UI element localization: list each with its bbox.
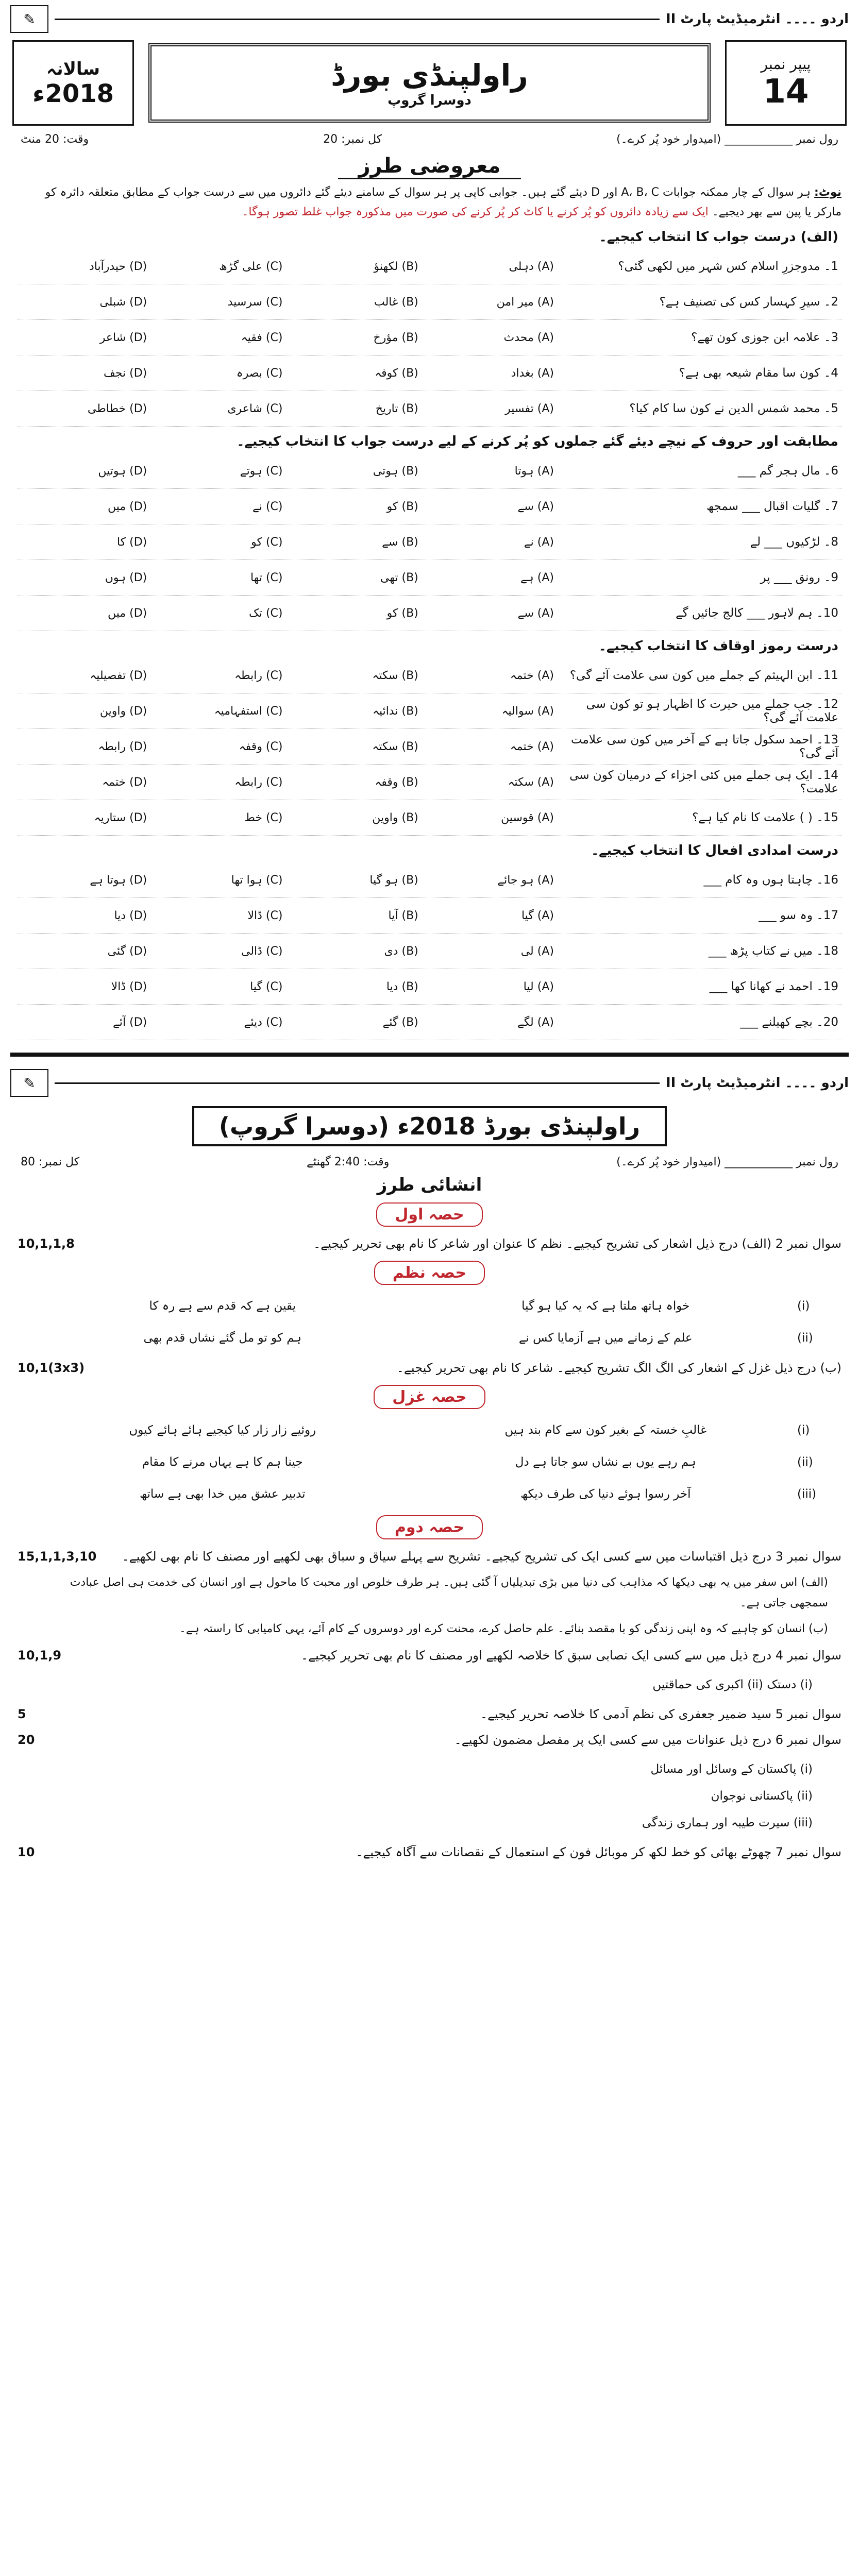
mcq-question-row bbox=[18, 284, 841, 320]
mcq-options bbox=[18, 260, 560, 273]
mcq-question-body: احمد نے کھانا کھا ___ bbox=[709, 980, 813, 993]
note-text: ہر سوال کے چار ممکنہ جوابات A، B، C اور D دیئے گئے ہیں۔ جوابی کاپی پر ہر سوال کے سامنے دیئے گئے دائروں میں سے درست جواب کے مطابق متعلقہ دائرہ کو مارکر یا پین سے بھر دیجیے۔ bbox=[45, 186, 841, 218]
mcq-option[interactable]: (D) شاعر bbox=[99, 331, 147, 344]
mcq-question-number: 6 bbox=[831, 464, 838, 478]
mcq-option[interactable]: (D) رابطہ bbox=[98, 740, 147, 753]
mcq-option[interactable]: (B) تاریخ bbox=[375, 402, 418, 415]
q6-topics bbox=[46, 1756, 813, 1836]
mcq-option[interactable]: (D) حیدرآباد bbox=[89, 260, 147, 273]
mcq-option[interactable]: (D) ہوں bbox=[105, 571, 147, 584]
mcq-question-number: 8 bbox=[831, 535, 838, 549]
mcq-question-text: 6۔ مال ہجر گم ___ bbox=[737, 464, 838, 478]
mcq-question-number: 19 bbox=[823, 980, 838, 993]
mcq-option[interactable]: (C) نے bbox=[252, 500, 283, 513]
mcq-option[interactable]: (D) شبلی bbox=[99, 295, 147, 309]
mcq-option[interactable]: (A) بغداد bbox=[511, 366, 554, 380]
header-rule bbox=[55, 19, 660, 20]
mcq-options bbox=[18, 669, 560, 682]
mcq-options bbox=[18, 402, 560, 415]
mcq-option[interactable]: (A) میر امن bbox=[496, 295, 554, 309]
mcq-option[interactable]: (B) آیا bbox=[388, 909, 418, 922]
mcq-option[interactable]: (B) ہوتی bbox=[373, 464, 418, 478]
nazm-couplet-c1: خواہ ہاتھ ملتا ہے کہ یہ کیا ہو گیا bbox=[521, 1299, 690, 1313]
mcq-option[interactable]: (A) ہوتا bbox=[514, 464, 554, 478]
mcq-option[interactable]: (B) کوفہ bbox=[375, 366, 418, 380]
board-title: راولپنڈی بورڈ bbox=[331, 58, 528, 93]
mcq-option[interactable]: (B) ہو گیا bbox=[369, 873, 418, 887]
ghazal-couplet bbox=[31, 1448, 828, 1476]
mcq-question-text: 17۔ وہ سو ___ bbox=[759, 909, 838, 922]
question-2a: سوال نمبر 2 (الف) درج ذیل اشعار کی تشریح کیجیے۔ نظم کا عنوان اور شاعر کا نام بھی تحریر کیجیے۔ 10,1,1,8 bbox=[18, 1236, 841, 1251]
nazm-couplet-no: (i) bbox=[797, 1299, 810, 1313]
mcq-option[interactable]: (D) تفصیلیہ bbox=[90, 669, 147, 682]
question-2b: (ب) درج ذیل غزل کے اشعار کی الگ الگ تشریح کیجیے۔ شاعر کا نام بھی تحریر کیجیے۔ 10,1(3x3) bbox=[18, 1361, 841, 1375]
year-value: 2018ء bbox=[32, 79, 114, 108]
mcq-question-row bbox=[18, 658, 841, 693]
mcq-question-text: 11۔ ابن الہیثم کے جملے میں کون سی علامت آئے گی؟ bbox=[569, 669, 838, 682]
mcq-option[interactable]: (D) نجف bbox=[104, 366, 147, 380]
question-7: سوال نمبر 7 چھوٹے بھائی کو خط لکھ کر موبائل فون کے استعمال کے نقصانات سے آگاہ کیجیے۔ 10 bbox=[18, 1845, 841, 1859]
mcq-question-row bbox=[18, 596, 841, 631]
mcq-question-text: 18۔ میں نے کتاب پڑھ ___ bbox=[708, 944, 838, 958]
time-allowed: وقت: 20 منٹ bbox=[21, 133, 89, 146]
mcq-option[interactable]: (A) ختمہ bbox=[510, 669, 554, 682]
mcq-option[interactable]: (A) قوسین bbox=[501, 811, 554, 824]
book-icon: ✎ bbox=[10, 1069, 48, 1097]
section-divider bbox=[10, 1053, 849, 1057]
mcq-question-body: سیرِ کہسار کس کی تصنیف ہے؟ bbox=[659, 295, 820, 309]
question-4: سوال نمبر 4 درج ذیل میں سے کسی ایک نصابی سبق کا خلاصہ لکھیے اور مصنف کا نام بھی تحریر کیجیے۔ 10,1,9 bbox=[18, 1648, 841, 1663]
mcq-question-text: 8۔ لڑکیوں ___ لے bbox=[750, 535, 838, 549]
ghazal-couplet-no: (ii) bbox=[797, 1455, 813, 1469]
mcq-question-number: 2 bbox=[831, 295, 838, 309]
mcq-option[interactable]: (A) سے bbox=[517, 500, 554, 513]
board-title-box bbox=[148, 43, 711, 123]
mcq-question-text: 15۔ ( ) علامت کا نام کیا ہے؟ bbox=[692, 811, 838, 824]
part1-meta bbox=[21, 133, 838, 146]
mcq-options bbox=[18, 776, 560, 789]
part1-header-strip bbox=[10, 5, 849, 33]
nazm-couplets bbox=[0, 1292, 859, 1352]
section-two-tag: حصہ دوم bbox=[0, 1515, 859, 1539]
mcq-question-body: احمد سکول جاتا ہے کے آخر میں کون سی علامت آئے گی؟ bbox=[570, 733, 838, 760]
mcq-option[interactable]: (A) لیا bbox=[523, 980, 554, 993]
mcq-question-row bbox=[18, 1005, 841, 1040]
mcq-question-body: بچے کھیلنے ___ bbox=[740, 1015, 813, 1029]
mcq-question-text: 12۔ جب جملے میں حیرت کا اظہار ہو تو کون سی علامت آئے گی؟ bbox=[586, 698, 838, 724]
mcq-option[interactable]: (B) کو bbox=[386, 500, 418, 513]
nazm-couplet-c2: یقین ہے کہ قدم سے ہے رہ کا bbox=[149, 1299, 296, 1313]
mcq-option[interactable]: (C) گیا bbox=[250, 980, 283, 993]
mcq-question-number: 10 bbox=[823, 606, 838, 620]
mcq-question-number: 16 bbox=[823, 873, 838, 887]
mcq-section-heading: (الف) درست جواب کا انتخاب کیجیے۔ bbox=[599, 229, 838, 245]
mcq-question-number: 18 bbox=[823, 944, 838, 958]
mcq-question-row bbox=[18, 693, 841, 729]
part2-title: راولپنڈی بورڈ 2018ء (دوسرا گروپ) bbox=[0, 1106, 859, 1146]
board-group: دوسرا گروپ bbox=[388, 93, 471, 108]
mcq-option[interactable]: (C) رابطہ bbox=[234, 669, 283, 682]
mcq-option[interactable]: (A) گیا bbox=[521, 909, 554, 922]
mcq-option[interactable]: (C) ڈالا bbox=[247, 909, 283, 922]
mcq-question-row bbox=[18, 524, 841, 560]
mcq-question-row bbox=[18, 560, 841, 596]
mcq-question-text: 3۔ علامہ ابن جوزی کون تھے؟ bbox=[691, 331, 838, 344]
note-warning: ایک سے زیادہ دائروں کو پُر کرنے یا کاٹ کر پُر کرنے کی صورت میں مذکورہ جواب غلط تصور ہوگا۔ bbox=[242, 206, 709, 218]
mcq-option[interactable]: (C) علی گڑھ bbox=[219, 260, 283, 273]
mcq-options bbox=[18, 874, 560, 887]
mcq-option[interactable]: (D) واوین bbox=[99, 704, 147, 718]
mcq-section-heading: درست امدادی افعال کا انتخاب کیجیے۔ bbox=[591, 843, 838, 858]
mcq-option[interactable]: (D) آئے bbox=[113, 1015, 147, 1029]
mcq-question-text: 2۔ سیرِ کہسار کس کی تصنیف ہے؟ bbox=[659, 295, 838, 309]
mcq-option[interactable]: (D) دیا bbox=[114, 909, 147, 922]
nazm-couplet bbox=[31, 1324, 828, 1352]
mcq-question-number: 14 bbox=[823, 769, 838, 782]
time-allowed: وقت: 2:40 گھنٹے bbox=[306, 1156, 390, 1168]
mcq-question-number: 17 bbox=[823, 909, 838, 922]
mcq-question-number: 12 bbox=[823, 698, 838, 711]
mcq-question-number: 4 bbox=[831, 366, 838, 380]
mcq-question-text: 9۔ رونق ___ پر bbox=[760, 571, 838, 584]
subjective-title: انشائی طرز bbox=[377, 1175, 482, 1195]
ghazal-couplet-c1: آخر رسوا ہوئے دنیا کی طرف دیکھ bbox=[520, 1487, 691, 1501]
mcq-question-row bbox=[18, 765, 841, 800]
note-lead: نوٹ: bbox=[814, 186, 841, 199]
mcq-option[interactable]: (B) سکتہ bbox=[372, 740, 418, 753]
mcq-question-body: محمد شمس الدین نے کون سا کام کیا؟ bbox=[629, 402, 820, 415]
mcq-option[interactable]: (A) تفسیر bbox=[505, 402, 554, 415]
mcq-option[interactable]: (B) ندائیہ bbox=[373, 704, 418, 718]
objective-title: معروضی طرز bbox=[0, 154, 859, 178]
year-box bbox=[12, 40, 134, 126]
ghazal-couplet bbox=[31, 1480, 828, 1508]
mcq-options bbox=[18, 1016, 560, 1029]
mcq-options bbox=[18, 500, 560, 513]
mcq-option[interactable]: (C) رابطہ bbox=[234, 775, 283, 789]
paper-number-box bbox=[725, 40, 847, 126]
mcq-option[interactable]: (B) سکتہ bbox=[372, 669, 418, 682]
question-3: سوال نمبر 3 درج ذیل اقتباسات میں سے کسی ایک کی تشریح کیجیے۔ تشریح سے پہلے سیاق و سباق بھی لکھیے اور مصنف کا نام بھی لکھیے۔ 15,1,1,3,10 bbox=[18, 1549, 841, 1564]
mcq-question-body: ہم لاہور ___ کالج جائیں گے bbox=[676, 606, 813, 620]
mcq-question-row bbox=[18, 969, 841, 1005]
mcq-option[interactable]: (A) محدث bbox=[503, 331, 554, 344]
ghazal-couplet-no: (iii) bbox=[797, 1487, 817, 1501]
mcq-option[interactable]: (C) کو bbox=[251, 535, 283, 549]
nazm-tag: حصہ نظم bbox=[0, 1261, 859, 1285]
q3-paragraph-b: (ب) انسان کو چاہیے کہ وہ اپنی زندگی کو با مقصد بنائے۔ علم حاصل کرے، محنت کرے اور دوسروں کے کام آئے، یہی کامیابی کا راستہ ہے۔ bbox=[179, 1622, 828, 1635]
mcq-question-row bbox=[18, 391, 841, 427]
mcq-options bbox=[18, 296, 560, 309]
mcq-option[interactable]: (C) دیئے bbox=[244, 1015, 283, 1029]
part2-subject-label: اردو ۔۔۔۔ انٹرمیڈیٹ پارٹ II bbox=[666, 1075, 849, 1091]
mcq-option[interactable]: (D) خطاطی bbox=[87, 402, 147, 415]
mcq-question-body: رونق ___ پر bbox=[760, 571, 820, 584]
mcq-option[interactable]: (C) خط bbox=[244, 811, 283, 824]
mcq-option[interactable]: (D) گئی bbox=[107, 944, 147, 958]
mcq-question-number: 7 bbox=[831, 500, 838, 513]
mcq-question-text: 1۔ مدوجزرِ اسلام کس شہر میں لکھی گئی؟ bbox=[618, 260, 838, 273]
mcq-option[interactable]: (B) تھی bbox=[380, 571, 418, 584]
mcq-option[interactable]: (A) سوالیہ bbox=[501, 704, 554, 718]
mcq-option[interactable]: (B) لکھنؤ bbox=[374, 260, 418, 273]
mcq-option[interactable]: (D) ڈالا bbox=[111, 980, 147, 993]
mcq-question-text: 10۔ ہم لاہور ___ کالج جائیں گے bbox=[676, 606, 838, 620]
mcq-option[interactable]: (A) ہو جائے bbox=[497, 873, 554, 887]
question-6: سوال نمبر 6 درج ذیل عنوانات میں سے کسی ایک پر مفصل مضمون لکھیے۔ 20 bbox=[18, 1733, 841, 1747]
mcq-option[interactable]: (C) تھا bbox=[250, 571, 283, 584]
paper-number: 14 bbox=[763, 72, 809, 111]
mcq-option[interactable]: (C) تک bbox=[249, 606, 283, 620]
mcq-question-text: 20۔ بچے کھیلنے ___ bbox=[740, 1015, 838, 1029]
mcq-option[interactable]: (D) ختمہ bbox=[102, 775, 147, 789]
ghazal-couplet-no: (i) bbox=[797, 1423, 810, 1437]
mcq-question-number: 9 bbox=[831, 571, 838, 584]
nazm-couplet bbox=[31, 1292, 828, 1320]
mcq-question-text: 7۔ گلیات اقبال ___ سمجھ bbox=[706, 500, 838, 513]
mcq-question-row bbox=[18, 249, 841, 284]
mcq-question-body: جب جملے میں حیرت کا اظہار ہو تو کون سی علامت آئے گی؟ bbox=[586, 698, 838, 724]
mcq-question-row bbox=[18, 800, 841, 836]
mcq-options bbox=[18, 811, 560, 824]
total-marks: کل نمبر: 80 bbox=[21, 1156, 80, 1168]
mcq-option[interactable]: (B) سے bbox=[382, 535, 418, 549]
mcq-question-text: 13۔ احمد سکول جاتا ہے کے آخر میں کون سی علامت آئے گی؟ bbox=[570, 733, 838, 760]
mcq-option[interactable]: (D) میں bbox=[107, 500, 147, 513]
mcq-options bbox=[18, 367, 560, 380]
mcq-options bbox=[18, 571, 560, 584]
ghazal-couplet-c1: ہم رہے یوں بے نشاں سو جاتا ہے دل bbox=[515, 1455, 696, 1469]
q6-topic: (ii) پاکستانی نوجوان bbox=[711, 1789, 813, 1803]
mcq-option[interactable]: (A) لگے bbox=[517, 1015, 554, 1029]
mcq-option[interactable]: (A) ہے bbox=[520, 571, 554, 584]
mcq-question-body: چاہتا ہوں وہ کام ___ bbox=[703, 873, 813, 887]
mcq-options bbox=[18, 331, 560, 344]
mcq-question-body: مال ہجر گم ___ bbox=[737, 464, 820, 478]
mcq-option[interactable]: (C) وقفہ bbox=[239, 740, 283, 753]
part2-meta bbox=[21, 1156, 838, 1168]
mcq-question-number: 3 bbox=[831, 331, 838, 344]
mcq-question-row bbox=[18, 489, 841, 524]
mcq-question-number: 13 bbox=[823, 733, 838, 747]
mcq-option[interactable]: (B) مؤرخ bbox=[373, 331, 418, 344]
mcq-option[interactable]: (A) دہلی bbox=[509, 260, 554, 273]
ghazal-couplet-c2: جینا ہم کا ہے یہاں مرنے کا مقام bbox=[142, 1455, 303, 1469]
mcq-option[interactable]: (C) ہوتے bbox=[240, 464, 283, 478]
mcq-question-row bbox=[18, 453, 841, 489]
mcq-question-row bbox=[18, 862, 841, 898]
mcq-question-text: 4۔ کون سا مقام شیعہ بھی ہے؟ bbox=[679, 366, 838, 380]
mcq-question-text: 5۔ محمد شمس الدین نے کون سا کام کیا؟ bbox=[629, 402, 838, 415]
mcq-question-text: 19۔ احمد نے کھانا کھا ___ bbox=[709, 980, 838, 993]
mcq-option[interactable]: (B) گئے bbox=[382, 1015, 418, 1029]
mcq-question-row bbox=[18, 934, 841, 969]
mcq-options bbox=[18, 909, 560, 922]
mcq-options bbox=[18, 465, 560, 478]
part1-subject-label: اردو ۔۔۔۔ انٹرمیڈیٹ پارٹ II bbox=[666, 11, 849, 27]
mcq-option[interactable]: (C) ہوا تھا bbox=[231, 873, 283, 887]
mcq-option[interactable]: (D) ستاریہ bbox=[94, 811, 147, 824]
book-icon: ✎ bbox=[10, 5, 48, 33]
mcq-question-body: میں نے کتاب پڑھ ___ bbox=[708, 944, 813, 958]
mcq-question-number: 15 bbox=[823, 811, 838, 824]
mcq-option[interactable]: (C) ڈالی bbox=[241, 944, 283, 958]
mcq-options bbox=[18, 945, 560, 958]
roll-number-field: رول نمبر ____________ (امیدوار خود پُر کرے۔) bbox=[616, 1156, 838, 1168]
ghazal-couplet-c1: غالبِ خستہ کے بغیر کون سے کام بند ہیں bbox=[504, 1423, 707, 1437]
ghazal-couplet-c2: روئیے زار زار کیا کیجیے ہائے ہائے کیوں bbox=[129, 1423, 316, 1437]
nazm-couplet-c1: علم کے زمانے میں ہے آزمایا کس نے bbox=[518, 1331, 693, 1345]
mcq-question-row bbox=[18, 355, 841, 391]
mcq-option[interactable]: (A) لی bbox=[520, 944, 554, 958]
mcq-question-body: ابن الہیثم کے جملے میں کون سی علامت آئے گی؟ bbox=[569, 669, 813, 682]
mcq-sections bbox=[0, 229, 859, 1040]
mcq-question-body: وہ سو ___ bbox=[759, 909, 813, 922]
mcq-option[interactable]: (D) کا bbox=[116, 535, 147, 549]
mcq-question-body: علامہ ابن جوزی کون تھے؟ bbox=[691, 331, 820, 344]
mcq-section-heading: مطابقت اور حروف کے نیچے دیئے گئے جملوں کو پُر کرنے کے لیے درست جواب کا انتخاب کیجیے۔ bbox=[237, 434, 838, 449]
mcq-option[interactable]: (B) واوین bbox=[372, 811, 418, 824]
nazm-couplet-no: (ii) bbox=[797, 1331, 813, 1345]
mcq-question-body: کون سا مقام شیعہ بھی ہے؟ bbox=[679, 366, 820, 380]
mcq-question-number: 1 bbox=[831, 260, 838, 273]
mcq-option[interactable]: (C) فقیہ bbox=[241, 331, 283, 344]
ghazal-couplet-c2: تدبیر عشق میں خدا بھی ہے ساتھ bbox=[139, 1487, 306, 1501]
mcq-section-heading: درست رموز اوقاف کا انتخاب کیجیے۔ bbox=[598, 638, 838, 654]
mcq-option[interactable]: (C) بصرہ bbox=[236, 366, 283, 380]
mcq-question-text: 14۔ ایک ہی جملے میں کئی اجزاء کے درمیان کون سی علامت؟ bbox=[569, 769, 838, 795]
mcq-question-row bbox=[18, 729, 841, 765]
q6-topic: (iii) سیرت طیبہ اور ہماری زندگی bbox=[642, 1816, 813, 1829]
nazm-couplet-c2: ہم کو تو مل گئے نشاں قدم بھی bbox=[143, 1331, 301, 1345]
total-marks: کل نمبر: 20 bbox=[323, 133, 382, 146]
mcq-option[interactable]: (B) غالب bbox=[374, 295, 418, 309]
q3-paragraph-a: (الف) اس سفر میں یہ بھی دیکھا کہ مذاہب کی دنیا میں بڑی تبدیلیاں آ گئی ہیں۔ ہر طرف خلوص اور محبت کا ماحول ہے اور انسان کی خدمت ہی اصل عبادت سمجھی جاتی ہے۔ bbox=[70, 1576, 828, 1609]
mcq-option[interactable]: (B) کو bbox=[386, 606, 418, 620]
mcq-option[interactable]: (A) سکتہ bbox=[508, 775, 554, 789]
mcq-question-number: 11 bbox=[823, 669, 838, 682]
q6-topic: (i) پاکستان کے وسائل اور مسائل bbox=[650, 1762, 813, 1776]
instructions-note bbox=[18, 183, 841, 222]
mcq-options bbox=[18, 607, 560, 620]
mcq-question-body: ( ) علامت کا نام کیا ہے؟ bbox=[692, 811, 813, 824]
mcq-option[interactable]: (D) میں bbox=[107, 606, 147, 620]
mcq-question-body: ایک ہی جملے میں کئی اجزاء کے درمیان کون سی علامت؟ bbox=[569, 769, 838, 795]
mcq-question-number: 20 bbox=[823, 1015, 838, 1029]
ghazal-couplet bbox=[31, 1416, 828, 1444]
mcq-options bbox=[18, 536, 560, 549]
mcq-question-body: مدوجزرِ اسلام کس شہر میں لکھی گئی؟ bbox=[618, 260, 820, 273]
mcq-option[interactable]: (B) دی bbox=[384, 944, 418, 958]
mcq-option[interactable]: (C) سرسید bbox=[227, 295, 283, 309]
paper-label: پیپر نمبر bbox=[761, 55, 811, 73]
question-5: سوال نمبر 5 سید ضمیر جعفری کی نظم آدمی کا خلاصہ تحریر کیجیے۔ 5 bbox=[18, 1707, 841, 1721]
mcq-options bbox=[18, 980, 560, 993]
mcq-option[interactable]: (A) نے bbox=[524, 535, 554, 549]
mcq-option[interactable]: (B) وقفہ bbox=[375, 775, 418, 789]
mcq-option[interactable]: (A) ختمہ bbox=[510, 740, 554, 753]
mcq-option[interactable]: (C) شاعری bbox=[227, 402, 283, 415]
part1-banner bbox=[12, 40, 847, 126]
header-rule bbox=[55, 1082, 660, 1084]
ghazal-couplets bbox=[0, 1416, 859, 1508]
mcq-option[interactable]: (D) ہوتیں bbox=[98, 464, 147, 478]
mcq-options bbox=[18, 740, 560, 753]
part2-header-strip bbox=[10, 1069, 849, 1097]
mcq-options bbox=[18, 705, 560, 718]
mcq-option[interactable]: (B) دیا bbox=[386, 980, 418, 993]
roll-number-field: رول نمبر ____________ (امیدوار خود پُر کرے۔) bbox=[616, 133, 838, 146]
mcq-option[interactable]: (D) ہوتا ہے bbox=[90, 873, 147, 887]
mcq-question-row bbox=[18, 320, 841, 355]
ghazal-tag: حصہ غزل bbox=[0, 1385, 859, 1409]
mcq-question-body: لڑکیوں ___ لے bbox=[750, 535, 820, 549]
mcq-option[interactable]: (C) استفہامیہ bbox=[214, 704, 283, 718]
mcq-question-number: 5 bbox=[831, 402, 838, 415]
mcq-option[interactable]: (A) سے bbox=[517, 606, 554, 620]
q4-options: (i) دستک (ii) اکبری کی حماقتیں bbox=[652, 1678, 813, 1691]
mcq-question-body: گلیات اقبال ___ سمجھ bbox=[706, 500, 820, 513]
section-one-tag: حصہ اول bbox=[0, 1202, 859, 1227]
mcq-question-text: 16۔ چاہتا ہوں وہ کام ___ bbox=[703, 873, 838, 887]
year-label: سالانہ bbox=[46, 58, 100, 79]
mcq-question-row bbox=[18, 898, 841, 934]
